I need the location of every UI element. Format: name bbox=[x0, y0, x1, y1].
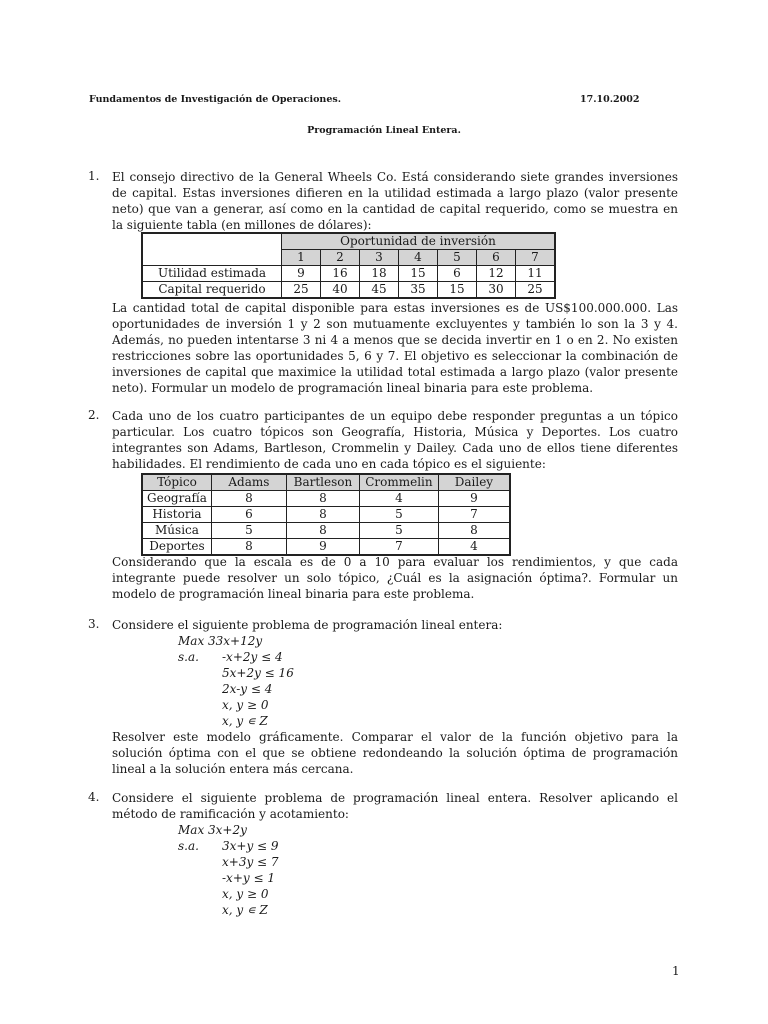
problem-1-number: 1. bbox=[88, 169, 100, 183]
table-row bbox=[142, 507, 510, 523]
table-cell: 15 bbox=[438, 282, 477, 299]
table-cell: Deportes bbox=[142, 539, 211, 556]
table-row bbox=[142, 523, 510, 539]
table-cell: 8 bbox=[286, 507, 359, 523]
column-header: Dailey bbox=[438, 474, 510, 491]
problem-3-st-label: s.a. bbox=[178, 650, 199, 664]
problem-1-intro: El consejo directivo de la General Wheels Co. Está considerando siete grandes inversiones de capital. Estas inversiones difieren en la utilidad estimada a largo plazo (valor presente neto) que van a generar, así como en la cantidad de capital requerido, como se muestra en la siguiente tabla (en millones de dólares): bbox=[112, 170, 678, 232]
table-cell: 30 bbox=[477, 282, 516, 299]
table-cell: 12 bbox=[477, 266, 516, 282]
table-cell: 8 bbox=[438, 523, 510, 539]
course-title: Fundamentos de Investigación de Operaciones. bbox=[89, 94, 342, 105]
table-cell: 8 bbox=[211, 491, 286, 507]
problem-2-intro: Cada uno de los cuatro participantes de un equipo debe responder preguntas a un tópico particular. Los cuatro tópicos son Geografía, Historia, Música y Deportes. Los cuatro integrantes son Adams, Bartleson, Crommelin y Dailey. Cada uno de ellos tiene diferentes habilidades. El rendimiento de cada uno en cada tópico es el siguiente: bbox=[112, 409, 678, 471]
table-cell: 6 bbox=[211, 507, 286, 523]
investment-table bbox=[141, 232, 556, 299]
problem-4-st-label: s.a. bbox=[178, 839, 199, 853]
table-cell: 5 bbox=[359, 523, 438, 539]
table-cell: 5 bbox=[359, 507, 438, 523]
table-cell: Historia bbox=[142, 507, 211, 523]
column-header: 1 bbox=[282, 250, 321, 266]
table-cell: 15 bbox=[399, 266, 438, 282]
table-row bbox=[142, 266, 555, 282]
table-cell: 25 bbox=[282, 282, 321, 299]
page-number: 1 bbox=[672, 964, 680, 978]
table-row bbox=[142, 539, 510, 556]
column-header: Adams bbox=[211, 474, 286, 491]
table-cell: 4 bbox=[359, 491, 438, 507]
table-cell: 4 bbox=[438, 539, 510, 556]
problem-1-body: La cantidad total de capital disponible para estas inversiones es de US$100.000.000. Las oportunidades de inversión 1 y 2 son mutuamente excluyentes y también lo son la 3 y 4. Además, no pueden intentarse 3 ni 4 a menos que se decida invertir en 1 o en 2. No existen restricciones sobre las oportunidades 5, 6 y 7. El objetivo es seleccionar la combinación de inversiones de capital que maximice la utilidad total estimada a largo plazo (valor presente neto). Formular un modelo de programación lineal binaria para este problema. bbox=[112, 301, 678, 395]
document-subtitle: Programación Lineal Entera. bbox=[307, 125, 461, 136]
table-cell: Música bbox=[142, 523, 211, 539]
table-cell: 18 bbox=[360, 266, 399, 282]
problem-3-number: 3. bbox=[88, 617, 100, 631]
table-cell: 8 bbox=[286, 491, 359, 507]
problem-2-number: 2. bbox=[88, 408, 100, 422]
column-header: Crommelin bbox=[359, 474, 438, 491]
problem-4-constraint: x, y ≥ 0 bbox=[222, 887, 269, 901]
column-header: 5 bbox=[438, 250, 477, 266]
problem-4-constraint: 3x+y ≤ 9 bbox=[222, 839, 279, 853]
column-header: 2 bbox=[321, 250, 360, 266]
problem-3-constraint: x, y ≥ 0 bbox=[222, 698, 269, 712]
column-header: 7 bbox=[516, 250, 556, 266]
table-cell: 6 bbox=[438, 266, 477, 282]
table-cell: 25 bbox=[516, 282, 556, 299]
row-label: Utilidad estimada bbox=[142, 266, 282, 282]
problem-3-constraint: 2x-y ≤ 4 bbox=[222, 682, 273, 696]
problem-4-constraint: x+3y ≤ 7 bbox=[222, 855, 279, 869]
column-header: 3 bbox=[360, 250, 399, 266]
table-cell: 8 bbox=[211, 539, 286, 556]
table-cell: 16 bbox=[321, 266, 360, 282]
table-cell: 45 bbox=[360, 282, 399, 299]
column-header: 4 bbox=[399, 250, 438, 266]
assignment-table bbox=[141, 473, 511, 556]
problem-2-body: Considerando que la escala es de 0 a 10 para evaluar los rendimientos, y que cada integrante puede resolver un solo tópico, ¿Cuál es la asignación óptima?. Formular un modelo de programación lineal binaria para este problema. bbox=[112, 555, 678, 601]
table-row bbox=[142, 491, 510, 507]
table-cell: Geografía bbox=[142, 491, 211, 507]
problem-4-number: 4. bbox=[88, 790, 100, 804]
table-cell: 40 bbox=[321, 282, 360, 299]
table-cell: 11 bbox=[516, 266, 556, 282]
problem-3-intro: Considere el siguiente problema de programación lineal entera: bbox=[112, 618, 503, 632]
row-label: Capital requerido bbox=[142, 282, 282, 299]
document-date: 17.10.2002 bbox=[580, 94, 640, 105]
problem-3-body: Resolver este modelo gráficamente. Comparar el valor de la función objetivo para la solución óptima con el que se obtiene redondeando la solución óptima de programación lineal a la solución entera más cercana. bbox=[112, 730, 678, 776]
problem-3-constraint: x, y ∊ Z bbox=[222, 714, 268, 728]
table-cell: 8 bbox=[286, 523, 359, 539]
problem-4-constraint: x, y ∊ Z bbox=[222, 903, 268, 917]
table-cell: 7 bbox=[438, 507, 510, 523]
problem-3-objective: Max 33x+12y bbox=[178, 634, 263, 648]
table-cell: 9 bbox=[282, 266, 321, 282]
table-cell: 35 bbox=[399, 282, 438, 299]
problem-3-constraint: -x+2y ≤ 4 bbox=[222, 650, 283, 664]
table-cell: 9 bbox=[438, 491, 510, 507]
table-corner bbox=[142, 250, 282, 266]
investment-group-header: Oportunidad de inversión bbox=[282, 233, 556, 250]
table-corner bbox=[142, 233, 282, 250]
table-cell: 5 bbox=[211, 523, 286, 539]
table-cell: 9 bbox=[286, 539, 359, 556]
column-header: Bartleson bbox=[286, 474, 359, 491]
table-row bbox=[142, 282, 555, 299]
problem-3-constraint: 5x+2y ≤ 16 bbox=[222, 666, 294, 680]
problem-4-objective: Max 3x+2y bbox=[178, 823, 247, 837]
column-header: 6 bbox=[477, 250, 516, 266]
column-header: Tópico bbox=[142, 474, 211, 491]
table-cell: 7 bbox=[359, 539, 438, 556]
problem-4-intro: Considere el siguiente problema de programación lineal entera. Resolver aplicando el método de ramificación y acotamiento: bbox=[112, 791, 678, 821]
problem-4-constraint: -x+y ≤ 1 bbox=[222, 871, 275, 885]
